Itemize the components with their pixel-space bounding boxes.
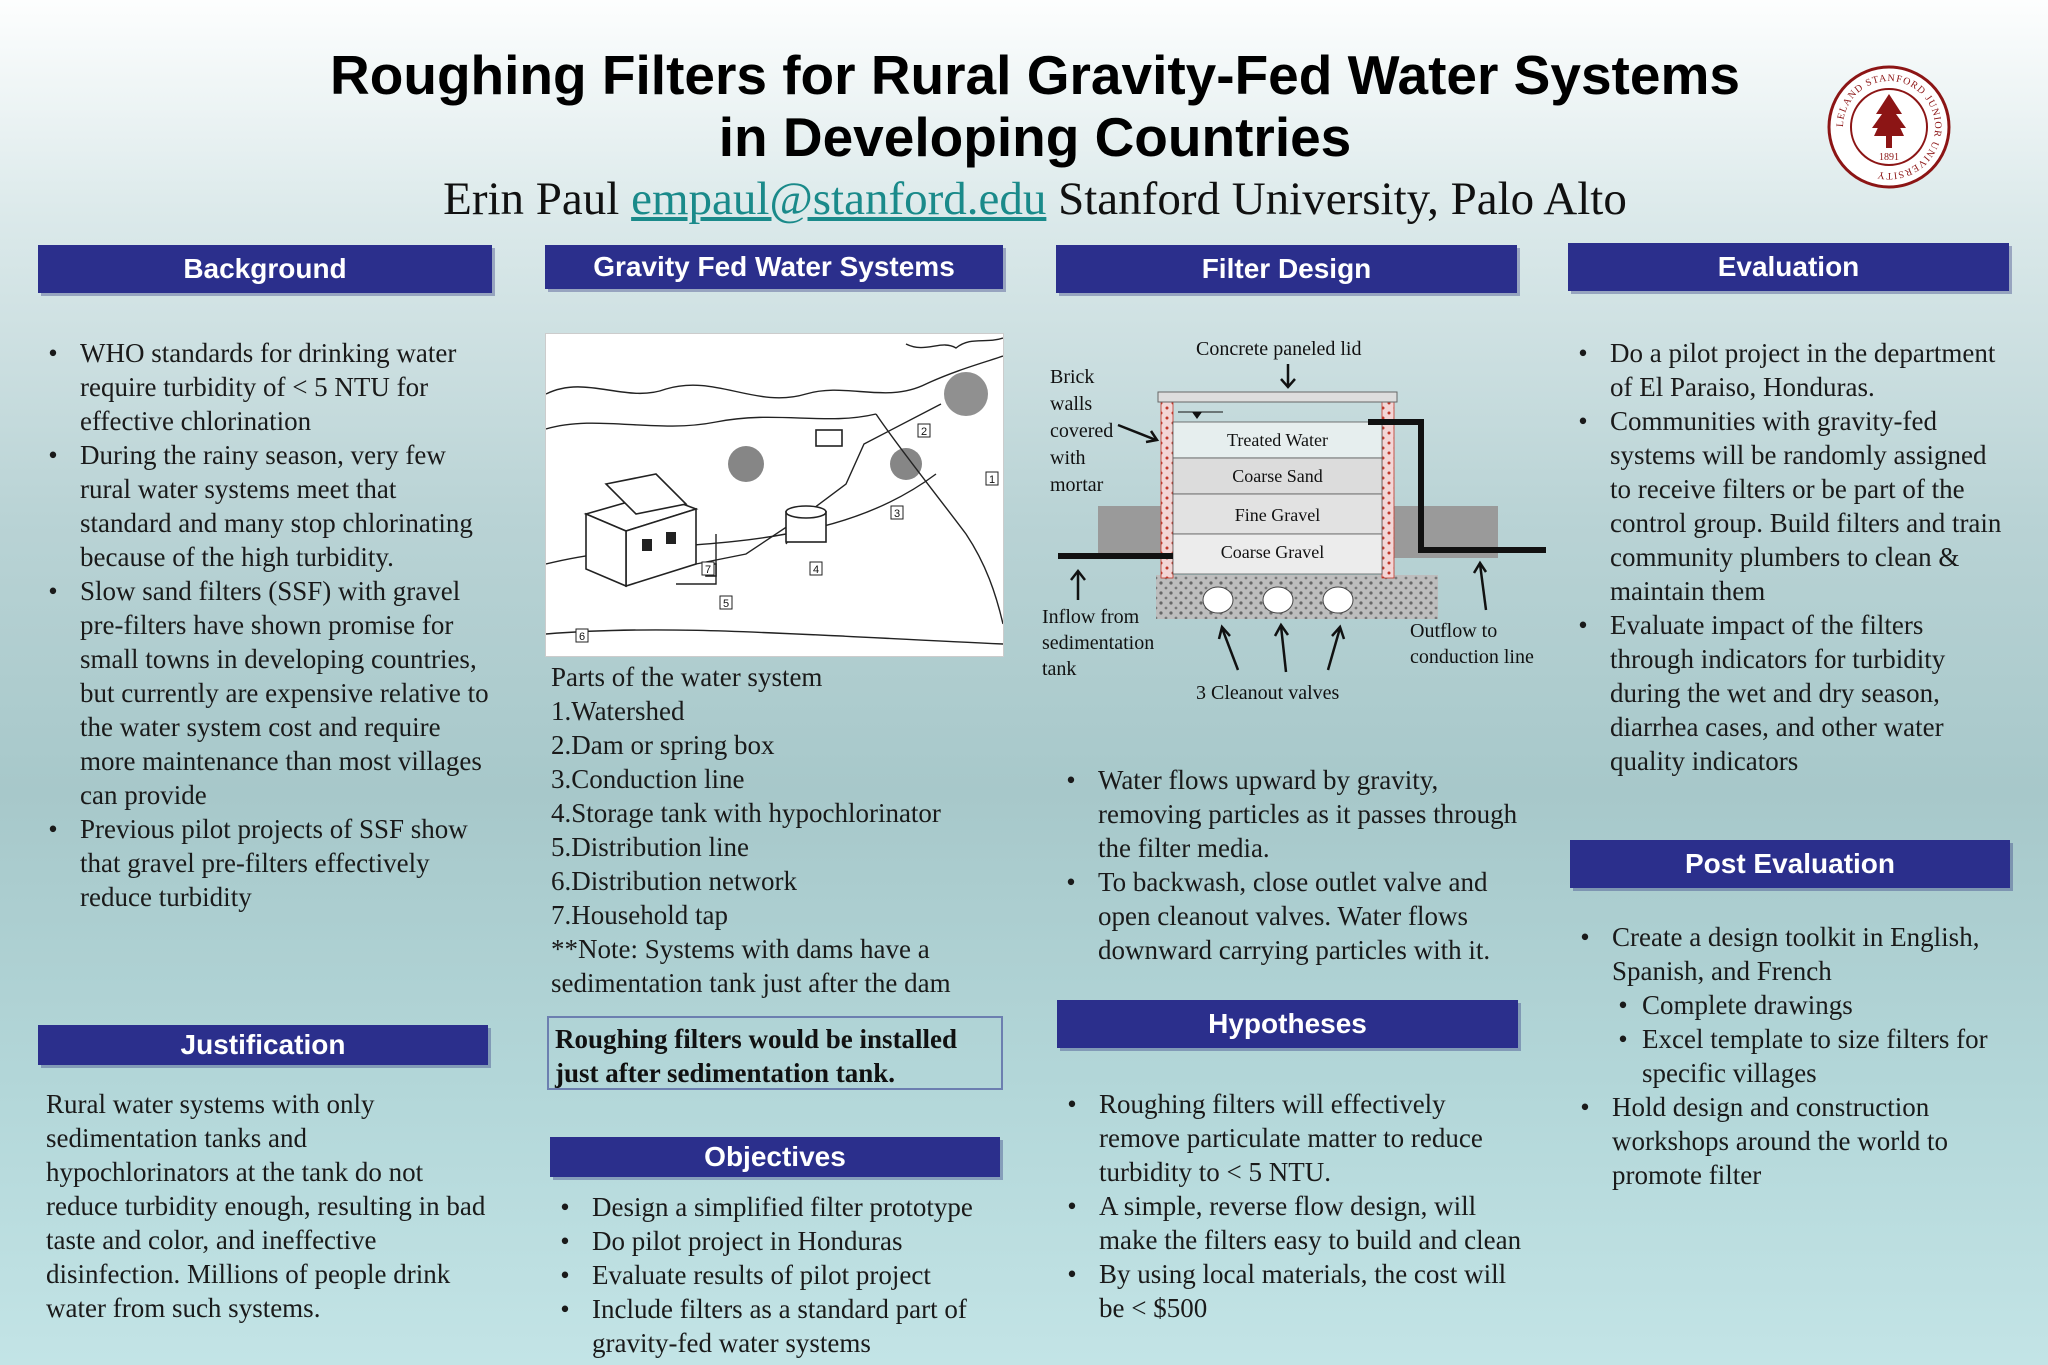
parts-item: 7.Household tap	[551, 900, 728, 930]
parts-item: 1.Watershed	[551, 696, 685, 726]
figure-number: 2	[921, 426, 928, 438]
outflow-label: Outflow to conduction line	[1410, 620, 1534, 668]
water-system-parts	[551, 660, 1007, 1000]
figure-number: 5	[723, 598, 730, 610]
filter-design-header: Filter Design	[1056, 245, 1517, 293]
figure-number: 6	[579, 631, 586, 643]
title-line-1: Roughing Filters for Rural Gravity-Fed Water Systems	[330, 44, 1740, 106]
evaluation-section	[1568, 336, 2014, 778]
layer-label: Fine Gravel	[1234, 505, 1321, 525]
filter-design-text	[1056, 763, 1526, 967]
objective-bullet: • Do pilot project in Honduras	[592, 1224, 1004, 1258]
hypotheses-section	[1057, 1087, 1527, 1325]
objectives-header: Objectives	[550, 1137, 1000, 1177]
author-name: Erin Paul	[443, 173, 620, 225]
title-line-2: in Developing Countries	[718, 106, 1352, 168]
walls-label: Brick walls covered with mortar	[1050, 366, 1114, 496]
layer-label: Coarse Sand	[1232, 466, 1323, 486]
gravity-system-illustration	[545, 333, 1004, 657]
post-eval-sub-bullet: • Complete drawings	[1642, 988, 2016, 1022]
parts-item: 5.Distribution line	[551, 832, 749, 862]
filter-bullet: • To backwash, close outlet valve and open cleanout valves. Water flows downward carrying particles with it.	[1098, 865, 1526, 967]
post-evaluation-header: Post Evaluation	[1570, 840, 2010, 888]
figure-number: 7	[705, 564, 712, 576]
background-bullet: • WHO standards for drinking water require turbidity of < 5 NTU for effective chlorination	[80, 336, 492, 438]
author-email-link[interactable]: empaul@stanford.edu	[631, 173, 1047, 225]
parts-item: 3.Conduction line	[551, 764, 745, 794]
figure-number: 1	[989, 474, 996, 486]
background-section	[38, 336, 492, 914]
gravity-header: Gravity Fed Water Systems	[545, 245, 1003, 289]
parts-title: Parts of the water system	[551, 662, 823, 692]
parts-item: 4.Storage tank with hypochlorinator	[551, 798, 941, 828]
callout-box: Roughing filters would be installed just after sedimentation tank.	[547, 1016, 1003, 1090]
background-header: Background	[38, 245, 492, 293]
valves-label: 3 Cleanout valves	[1196, 682, 1340, 704]
background-bullet: • During the rainy season, very few rural water systems meet that standard and many stop chlorinating because of the high turbidity.	[80, 438, 492, 574]
background-bullet: • Slow sand filters (SSF) with gravel pre-filters have shown promise for small towns in developing countries, but currently are expensive relative to the water system cost and require more maintenance than most villages can provide	[80, 574, 492, 812]
justification-text: Rural water systems with only sedimentation tanks and hypochlorinators at the tank do not reduce turbidity enough, resulting in bad taste and color, and ineffective disinfection. Millions of people drink water from such systems.	[46, 1089, 486, 1323]
objective-bullet: • Include filters as a standard part of gravity-fed water systems	[592, 1292, 1004, 1360]
figure-number: 3	[894, 508, 901, 520]
seal-ring-text: LELAND STANFORD JUNIOR UNIVERSITY	[1834, 72, 1944, 182]
post-evaluation-section	[1570, 920, 2016, 1192]
filter-diagram	[1038, 330, 1548, 710]
affiliation: Stanford University, Palo Alto	[1058, 173, 1627, 225]
justification-header: Justification	[38, 1025, 488, 1065]
objective-bullet: • Design a simplified filter prototype	[592, 1190, 1004, 1224]
parts-item: 6.Distribution network	[551, 866, 797, 896]
post-eval-sub-bullet: • Excel template to size filters for specific villages	[1642, 1022, 2016, 1090]
inflow-label: Inflow from sedimentation tank	[1042, 606, 1155, 680]
evaluation-header: Evaluation	[1568, 243, 2009, 291]
hypothesis-bullet: • A simple, reverse flow design, will make the filters easy to build and clean	[1099, 1189, 1527, 1257]
filter-bullet: • Water flows upward by gravity, removing particles as it passes through the filter media.	[1098, 763, 1526, 865]
lid-label: Concrete paneled lid	[1196, 338, 1362, 360]
poster-title	[140, 44, 1930, 168]
objective-bullet: • Evaluate results of pilot project	[592, 1258, 1004, 1292]
post-eval-item-text: Create a design toolkit in English, Spanish, and French	[1612, 922, 1980, 986]
layer-label: Treated Water	[1226, 430, 1329, 450]
background-bullet: • Previous pilot projects of SSF show that gravel pre-filters effectively reduce turbidity	[80, 812, 492, 914]
hypotheses-header: Hypotheses	[1057, 1000, 1518, 1048]
evaluation-bullet: • Do a pilot project in the department of El Paraiso, Honduras.	[1610, 336, 2014, 404]
post-eval-bullet	[1612, 920, 2016, 1090]
hypothesis-bullet: • By using local materials, the cost will be < $500	[1099, 1257, 1527, 1325]
layer-label: Coarse Gravel	[1220, 542, 1325, 562]
seal-year: 1891	[1879, 152, 1899, 163]
parts-item: 2.Dam or spring box	[551, 730, 775, 760]
figure-number: 4	[813, 564, 820, 576]
hypothesis-bullet: • Roughing filters will effectively remove particulate matter to reduce turbidity to < 5 NTU.	[1099, 1087, 1527, 1189]
author-line	[140, 170, 1930, 228]
post-eval-bullet: • Hold design and construction workshops around the world to promote filter	[1612, 1090, 2016, 1192]
objectives-section	[550, 1190, 1004, 1360]
parts-note: **Note: Systems with dams have a sedimentation tank just after the dam	[551, 934, 951, 998]
university-seal-logo	[1826, 64, 1952, 190]
evaluation-bullet: • Communities with gravity-fed systems will be randomly assigned to receive filters or be part of the control group. Build filters and train community plumbers to clean & maintain them	[1610, 404, 2014, 608]
evaluation-bullet: • Evaluate impact of the filters through indicators for turbidity during the wet and dry season, diarrhea cases, and other water quality indicators	[1610, 608, 2014, 778]
